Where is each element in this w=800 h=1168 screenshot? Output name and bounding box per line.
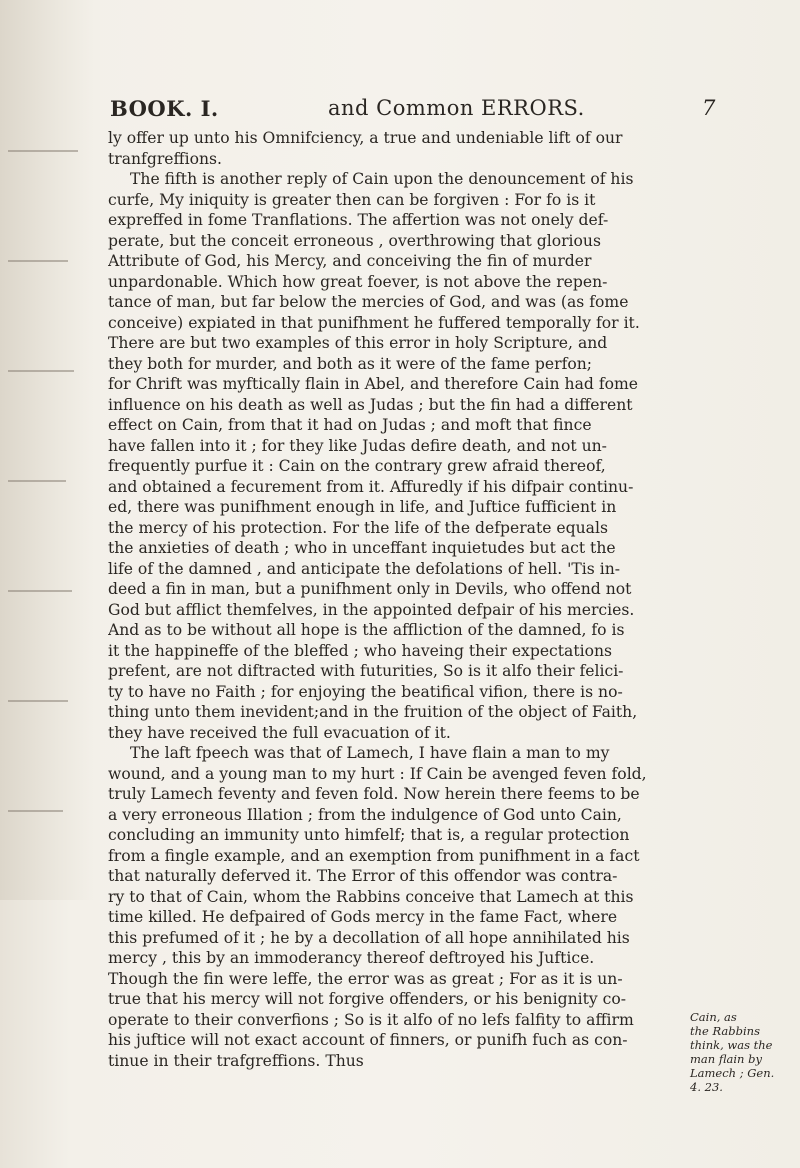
- text-line: effect on Cain, from that it had on Judas ; and moft that fince: [108, 416, 592, 434]
- text-line: mercy , this by an immoderancy thereof deftroyed his Juftice.: [108, 949, 595, 967]
- text-line: prefent, are not diftracted with futurities, So is it alfo their felici-: [108, 662, 624, 680]
- text-line: and obtained a fecurement from it. Affuredly if his difpair continu-: [108, 477, 634, 496]
- text-line: they both for murder, and both as it were of the fame perfon;: [108, 354, 593, 373]
- body-text: [108, 128, 684, 1071]
- text-line: tinue in their trafgreffions. Thus: [108, 1051, 364, 1070]
- margin-note-line: Cain, as: [690, 1010, 737, 1024]
- text-line: tranfgreffions.: [108, 149, 222, 168]
- running-title: and Common ERRORS.: [328, 96, 585, 120]
- text-line: curfe, My iniquity is greater then can be forgiven : For fo is it: [108, 190, 596, 209]
- text-line: wound, and a young man to my hurt : If Cain be avenged feven fold,: [108, 764, 647, 783]
- text-line: tance of man, but far below the mercies of God, and was (as fome: [108, 293, 629, 311]
- text-line: God but afflict themfelves, in the appointed defpair of his mercies.: [108, 600, 635, 619]
- text-line: The fifth is another reply of Cain upon the denouncement of his: [130, 170, 634, 188]
- text-line: a very erroneous Illation ; from the indulgence of God unto Cain,: [108, 805, 622, 824]
- adjacent-page-gutter: [0, 0, 95, 900]
- text-line: perate, but the conceit erroneous , overthrowing that glorious: [108, 231, 601, 250]
- gutter-text-fragment: [8, 810, 63, 812]
- text-line: his juftice will not exact account of finners, or punifh fuch as con-: [108, 1031, 628, 1049]
- text-line: Attribute of God, his Mercy, and conceiving the fin of murder: [108, 252, 592, 270]
- text-line: deed a fin in man, but a punifhment only in Devils, who offend not: [108, 580, 632, 598]
- text-line: thing unto them inevident;and in the fruition of the object of Faith,: [108, 703, 638, 721]
- text-line: The laft fpeech was that of Lamech, I have flain a man to my: [130, 744, 610, 762]
- gutter-text-fragment: [8, 590, 72, 592]
- margin-note-line: 4. 23.: [690, 1080, 723, 1094]
- gutter-text-fragment: [8, 700, 68, 702]
- text-line: the anxieties of death ; who in unceffant inquietudes but act the: [108, 539, 616, 557]
- text-line: And as to be without all hope is the affliction of the damned, fo is: [108, 621, 625, 639]
- text-line: truly Lamech feventy and feven fold. Now herein there feems to be: [108, 785, 640, 803]
- text-line: have fallen into it ; for they like Judas defire death, and not un-: [108, 436, 607, 455]
- text-line: influence on his death as well as Judas ; but the fin had a different: [108, 395, 633, 414]
- running-header: [110, 96, 716, 126]
- text-line: conceive) expiated in that punifhment he fuffered temporally for it.: [108, 313, 640, 332]
- text-line: expreffed in fome Tranflations. The affertion was not onely def-: [108, 211, 609, 229]
- page-number: 7: [702, 96, 716, 120]
- gutter-text-fragment: [8, 150, 78, 152]
- text-line: ed, there was punifhment enough in life, and Juftice fufficient in: [108, 498, 617, 516]
- text-line: concluding an immunity unto himfelf; that is, a regular protection: [108, 826, 630, 844]
- text-line: operate to their converfions ; So is it alfo of no lefs falfity to affirm: [108, 1010, 634, 1029]
- text-line: from a fingle example, and an exemption from punifhment in a fact: [108, 846, 640, 865]
- text-line: they have received the full evacuation of it.: [108, 723, 451, 742]
- margin-note-line: Lamech ; Gen.: [690, 1066, 775, 1080]
- gutter-text-fragment: [8, 480, 66, 482]
- gutter-text-fragment: [8, 370, 74, 372]
- text-line: ty to have no Faith ; for enjoying the beatifical vifion, there is no-: [108, 682, 623, 701]
- text-line: ry to that of Cain, whom the Rabbins conceive that Lamech at this: [108, 887, 634, 906]
- margin-note: [690, 1010, 790, 1094]
- text-line: true that his mercy will not forgive offenders, or his benignity co-: [108, 990, 627, 1008]
- text-line: the mercy of his protection. For the life of the defperate equals: [108, 518, 608, 537]
- text-line: Though the fin were leffe, the error was as great ; For as it is un-: [108, 969, 623, 988]
- margin-note-line: the Rabbins: [690, 1024, 760, 1038]
- margin-note-line: man flain by: [690, 1052, 762, 1066]
- text-line: unpardonable. Which how great foever, is not above the repen-: [108, 272, 608, 291]
- text-line: it the happineffe of the bleffed ; who haveing their expectations: [108, 641, 613, 660]
- text-line: for Chrift was myftically flain in Abel, and therefore Cain had fome: [108, 375, 638, 393]
- text-line: ly offer up unto his Omnifciency, a true and undeniable lift of our: [108, 129, 623, 147]
- text-line: time killed. He defpaired of Gods mercy in the fame Fact, where: [108, 908, 618, 926]
- gutter-text-fragment: [8, 260, 68, 262]
- text-line: that naturally deferved it. The Error of this offendor was contra-: [108, 867, 618, 885]
- text-line: life of the damned , and anticipate the defolations of hell. 'Tis in-: [108, 559, 621, 578]
- book-number: BOOK. I.: [110, 96, 219, 121]
- text-line: this prefumed of it ; he by a decollation of all hope annihilated his: [108, 928, 630, 947]
- text-line: frequently purfue it : Cain on the contrary grew afraid thereof,: [108, 457, 606, 475]
- margin-note-line: think, was the: [690, 1038, 773, 1052]
- text-line: There are but two examples of this error in holy Scripture, and: [108, 334, 608, 352]
